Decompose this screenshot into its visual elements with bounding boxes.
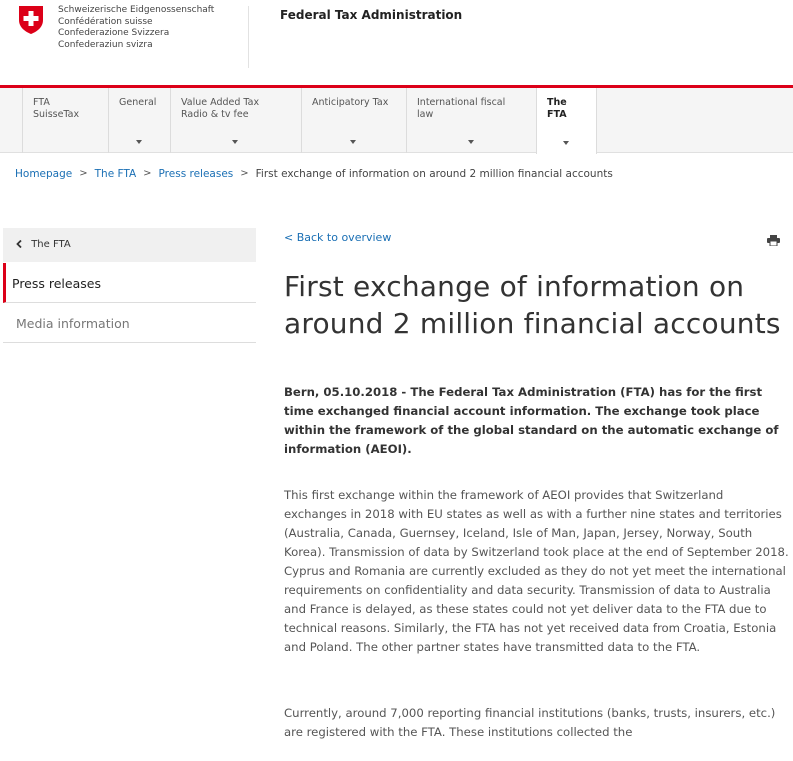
confederation-line: Confédération suisse	[58, 16, 153, 27]
article-paragraph: This first exchange within the framework of AEOI provides that Switzerland exchanges in 2018 with EU states as well as with a further nine states and territories (Australia, Canada, Guernsey, Iceland, Isle of Man, Japan, Jersey, Norway, South Korea). Transmission of data by Switzerland took place at the end of September 2018. Cyprus and Romania are currently excluded as they do not yet meet the international requirements on confidentiality and data security. Transmission of data to Australia and France is delayed, as these states could not yet deliver data to the FTA due to technical reasons. Similarly, the FTA has not yet received data from Croatia, Estonia and Poland. The other partner states have transmitted data to the FTA.	[284, 488, 789, 654]
caret-down-icon	[350, 140, 356, 144]
back-to-overview-link[interactable]: < Back to overview	[284, 231, 392, 244]
breadcrumb-the-fta[interactable]: The FTA	[94, 168, 137, 180]
confederation-names	[58, 5, 214, 51]
confederation-line: Confederaziun svizra	[58, 39, 153, 50]
main-nav	[0, 88, 793, 153]
breadcrumb-current: First exchange of information on around 2 million financial accounts	[255, 168, 613, 180]
confederation-logo[interactable]	[18, 5, 214, 51]
caret-down-icon	[136, 140, 142, 144]
article-paragraph: Currently, around 7,000 reporting financial institutions (banks, trusts, insurers, etc.) are registered with the FTA. These institutions collected the	[284, 706, 776, 739]
breadcrumb-homepage[interactable]: Homepage	[15, 168, 73, 180]
nav-item-label: Anticipatory Tax	[312, 97, 389, 108]
caret-down-icon	[468, 140, 474, 144]
nav-item-general[interactable]	[108, 88, 170, 153]
caret-down-icon	[563, 141, 569, 145]
article-lead: Bern, 05.10.2018 - The Federal Tax Administration (FTA) has for the first time exchanged financial account information. The exchange took place within the framework of the global standard on the automatic exchange of information (AEOI).	[284, 385, 779, 456]
breadcrumb-press-releases[interactable]: Press releases	[158, 168, 234, 180]
breadcrumb-separator: >	[143, 168, 152, 179]
nav-item-label: Value Added Tax Radio & tv fee	[181, 97, 260, 120]
agency-name[interactable]: Federal Tax Administration	[280, 8, 463, 22]
nav-item-anticipatory-tax[interactable]	[301, 88, 406, 153]
nav-item-the-fta[interactable]	[536, 88, 597, 154]
sidebar-item-press-releases[interactable]	[3, 263, 256, 303]
breadcrumb	[15, 168, 613, 180]
nav-item-fta-suissetax[interactable]	[22, 88, 108, 153]
sidebar-back-the-fta[interactable]	[3, 228, 256, 262]
confederation-line: Schweizerische Eidgenossenschaft	[58, 5, 215, 15]
breadcrumb-separator: >	[79, 168, 88, 179]
chevron-left-icon	[16, 240, 22, 248]
print-icon[interactable]	[767, 235, 780, 246]
sidebar-item-media-information[interactable]	[3, 303, 256, 343]
sidebar-item-label: Press releases	[12, 276, 101, 291]
caret-down-icon	[232, 140, 238, 144]
confederation-line: Confederazione Svizzera	[58, 28, 170, 38]
nav-item-label: International fiscal law	[417, 97, 506, 120]
nav-item-label: The FTA	[547, 97, 567, 120]
header-divider	[248, 6, 249, 68]
nav-item-label: FTA SuisseTax	[33, 97, 80, 120]
sidebar-back-label: The FTA	[31, 239, 71, 250]
swiss-shield-icon	[18, 5, 44, 35]
nav-item-vat[interactable]	[170, 88, 301, 153]
page-title: First exchange of information on around 2 million financial accounts	[284, 270, 781, 340]
nav-item-label: General	[119, 97, 157, 108]
sidebar-item-label: Media information	[16, 316, 130, 331]
site-header	[0, 0, 793, 85]
breadcrumb-separator: >	[240, 168, 249, 179]
nav-item-international-fiscal-law[interactable]	[406, 88, 536, 153]
